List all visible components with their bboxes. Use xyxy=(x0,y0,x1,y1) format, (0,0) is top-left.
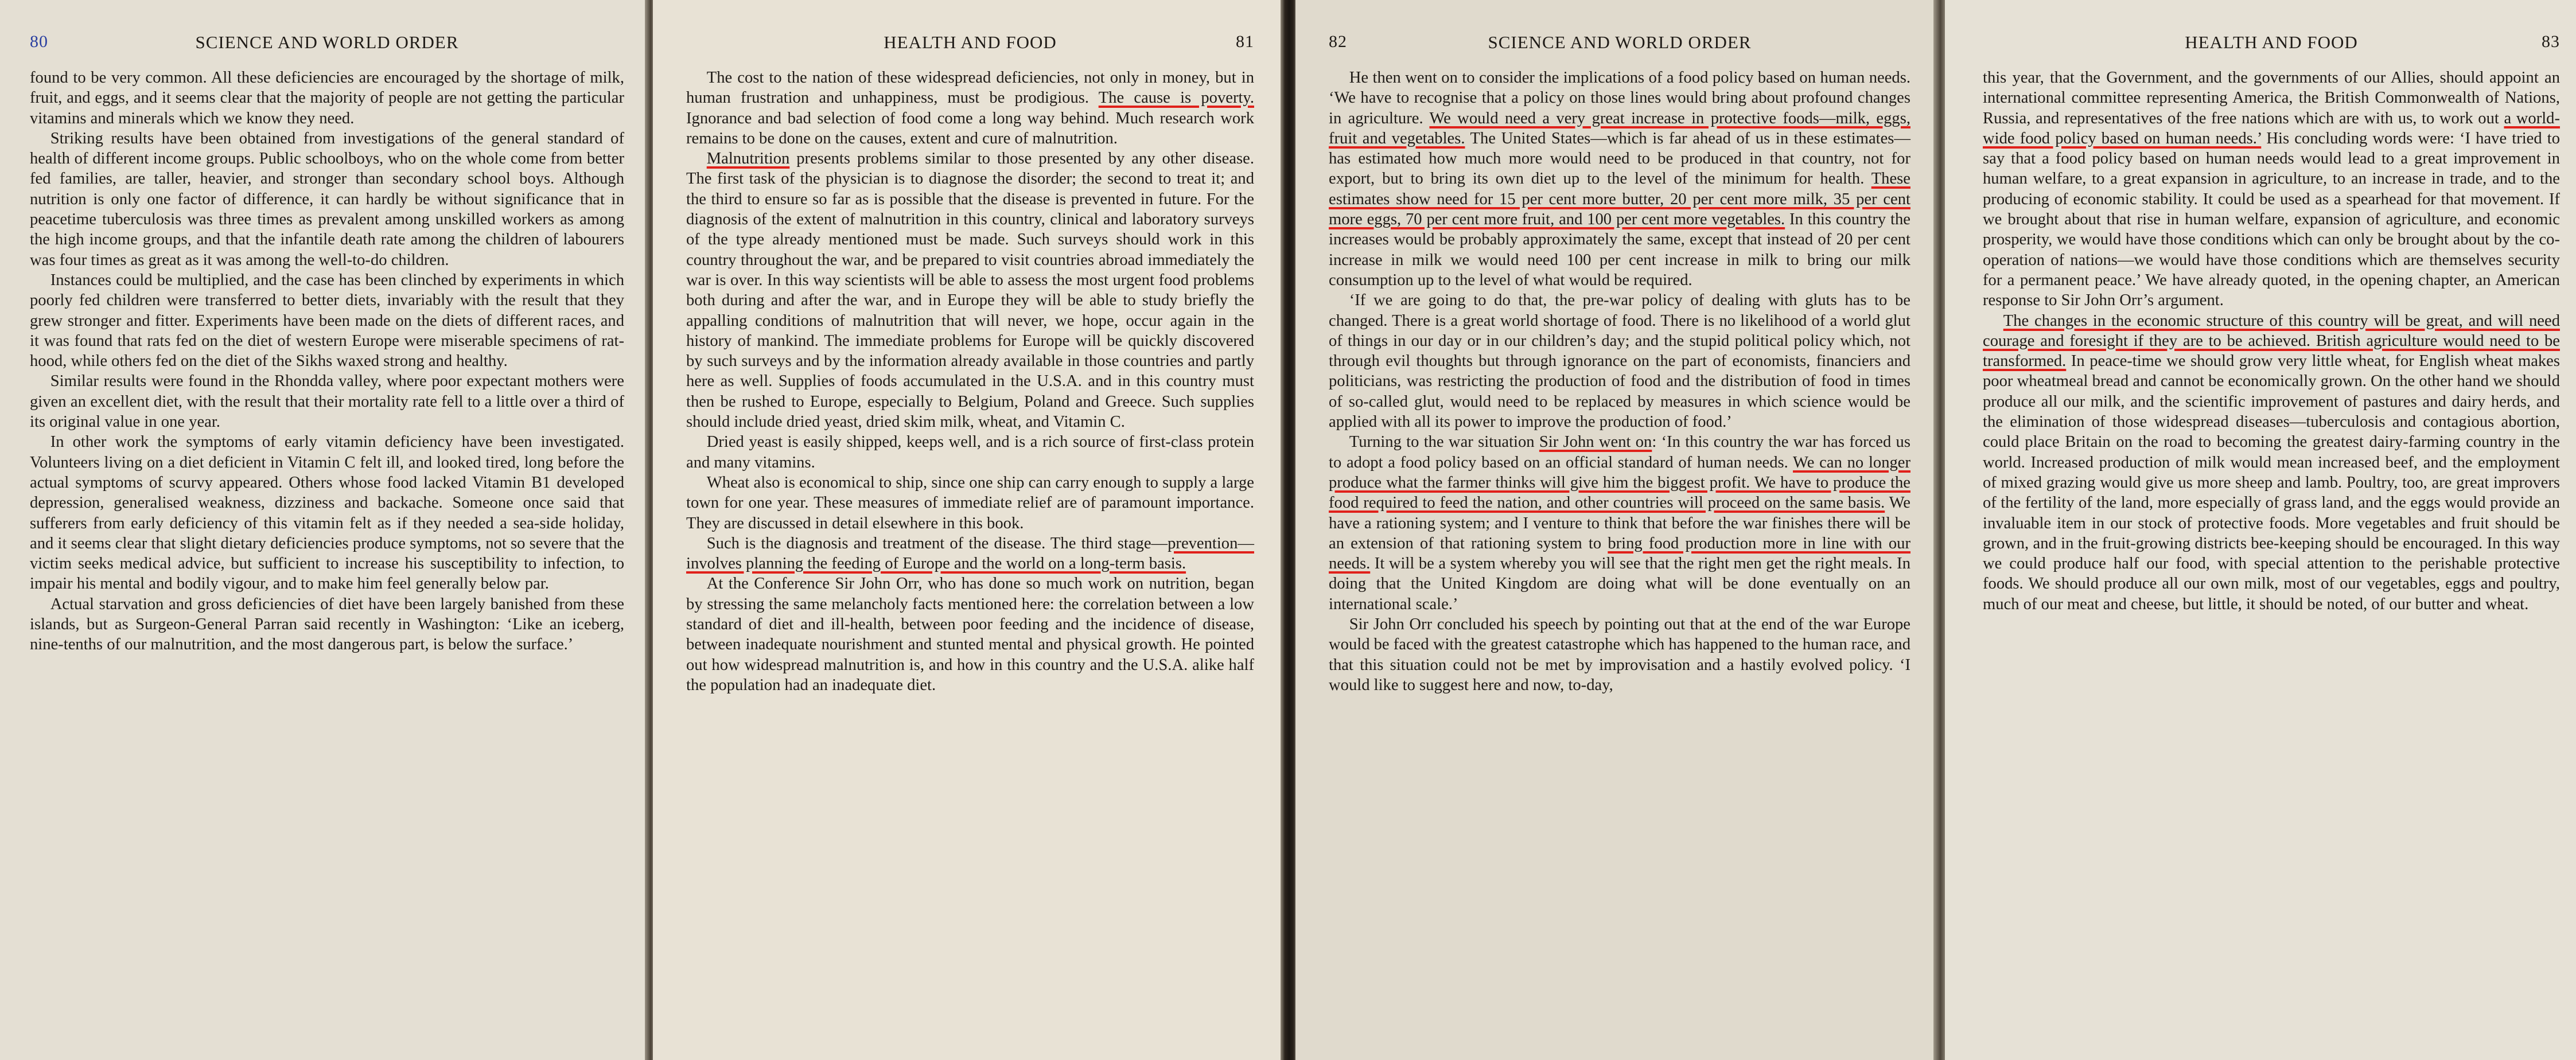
text-run: Ignorance and bad selection of food come a long way behind. Much research work remains to be done on the causes, extent and cure of malnutrition. xyxy=(686,109,1254,147)
text-run: Striking results have been obtained from investigations of the general standard of health of different income groups. Public schoolboys, who on the whole come from better fed families, are taller, heavier, and stronger than secondary school boys. Although nutrition is only one factor of difference, it can hardly be without significance that in peacetime tuberculosis was three times as prevalent among unskilled workers as among the high income groups, and that the infantile death rate among the children of labourers was four times as great as it was among the well-to-do children. xyxy=(30,129,624,269)
text-run: The cost to the nation of these widespread deficiencies, not only in money, but in human frustration and unhappiness, must be prodigious. xyxy=(686,69,1254,107)
paragraph xyxy=(30,371,624,432)
highlighted-text: Malnutrition xyxy=(706,150,790,168)
text-run: presents problems similar to those presented by any other disease. The first task of the physician is to diagnose the disorder; the second to treat it; and the third to ensure so far as is possible that the disease is prevented in future. For the diagnosis of the extent of malnutrition in this country, clinical and laboratory surveys of the type already mentioned must be made. Such surveys should work in this country throughout the war, and be prepared to visit countries abroad immediately the war is over. In this way scientists will be able to assess the most urgent food problems both during and after the war, and in Europe they will be able to study briefly the appalling conditions of malnutrition that will never, we hope, occur again in the history of mankind. The immediate problems for Europe will be quickly discovered by such surveys and by the information already available in those countries and partly here as well. Supplies of foods accumulated in the U.S.A. and in this country must then be rushed to Europe, especially to Belgium, Poland and Greece. Such supplies should include dried yeast, dried skim milk, wheat, and Vitamin C. xyxy=(686,150,1254,431)
text-run: In this country the increases would be probably approximately the same, except that instead of 20 per cent increase in milk we would need 100 per cent increase in milk to bring our milk consumption up to the level of what would be required. xyxy=(1329,211,1910,289)
highlighted-text: The changes in the economic structure of this country will be great, and will need courage and foresight if they are to be achieved. British agriculture would need to be transformed. xyxy=(1983,311,2560,371)
paragraph xyxy=(30,594,624,655)
highlighted-text: prevention—involves planning the feeding of Europe and the world on a long-term basis. xyxy=(686,534,1254,573)
paragraph xyxy=(686,574,1254,695)
text-run: We have a rationing system; and I venture to think that before the war finishes there will be an extension of that rationing system to xyxy=(1329,494,1910,552)
paragraph xyxy=(686,149,1254,432)
paragraph xyxy=(30,128,624,270)
page-body xyxy=(686,68,1254,695)
page-82 xyxy=(1295,0,1937,1060)
page-number: 81 xyxy=(1236,32,1254,51)
page-body xyxy=(1329,68,1910,695)
paragraph xyxy=(30,270,624,371)
paragraph xyxy=(1329,432,1910,614)
paragraph xyxy=(1329,614,1910,695)
text-run: Sir John Orr concluded his speech by pointing out that at the end of the war Europe would be faced with the greatest catastrophe which has happened to the human race, and that this situation could not be met by improvisation and a hastily evolved policy. ‘I would like to suggest here and now, to-day, xyxy=(1329,615,1910,694)
highlighted-text: The cause is poverty. xyxy=(1098,89,1254,107)
paragraph xyxy=(1329,68,1910,290)
text-run: Dried yeast is easily shipped, keeps well, and is a rich source of first-class protein and many vitamins. xyxy=(686,433,1254,471)
running-head: SCIENCE AND WORLD ORDER xyxy=(1488,32,1752,52)
text-run: Such is the diagnosis and treatment of the disease. The third stage— xyxy=(706,534,1168,552)
text-run: : ‘In this country the war has forced us to adopt a food policy based on an official standard of human needs. xyxy=(1329,433,1910,471)
page-body xyxy=(30,68,624,655)
highlighted-text: a world-wide food policy based on human needs.’ xyxy=(1983,109,2561,147)
page-header xyxy=(686,32,1254,55)
page-80 xyxy=(0,0,647,1060)
page-81 xyxy=(653,0,1284,1060)
text-run: In peace-time we should grow very little wheat, for English wheat makes poor wheatmeal bread and cannot be economically grown. On the other hand we should produce all our milk, and the scientific improvement of pastures and dairy herds, and the elimination of those widespread diseases—tuberculosis and contagious abortion, could place Britain on the road to becoming the greatest dairy-farming country in the world. Increased production of milk would mean increased beef, and the employment of mixed grazing would give us more sheep and lamb. Poultry, too, are great improvers of the fertility of the land, more especially of grass land, and the eggs would provide an invaluable item in our stock of protective foods. More vegetables and fruit should be grown, and in the fruit-growing districts bee-keeping should be encouraged. In this way we could produce half our food, with special attention to the perishable protective foods. We should produce all our own milk, most of our vegetables, eggs and poultry, much of our meat and cheese, but little, it should be noted, of our butter and wheat. xyxy=(1983,352,2560,613)
text-run: It will be a system whereby you will see that the right men get the right meals. In doing that the United Kingdom are doing what will be done eventually on an international scale.’ xyxy=(1329,555,1910,613)
running-head: HEALTH AND FOOD xyxy=(884,32,1057,52)
text-run: Turning to the war situation xyxy=(1349,433,1539,451)
text-run: Actual starvation and gross deficiencies of diet have been largely banished from these islands, but as Surgeon-General Parran said recently in Washington: ‘Like an iceberg, nine-tenths of our malnutrition, and the most dangerous part, is below the surface.’ xyxy=(30,595,624,654)
text-run: Similar results were found in the Rhondda valley, where poor expectant mothers were given an excellent diet, with the result that their mortality rate fell to a little over a third of its original value in one year. xyxy=(30,372,624,431)
text-run: Instances could be multiplied, and the case has been clinched by experiments in which poorly fed children were transferred to better diets, invariably with the result that they grew stronger and fitter. Experiments have been made on the diets of different races, and it was found that rats fed on the diet of western Europe were miserable specimens of rat-hood, while others fed on the diet of the Sikhs waxed strong and healthy. xyxy=(30,271,624,371)
paragraph xyxy=(686,432,1254,473)
paragraph xyxy=(1983,311,2560,614)
text-run: He then went on to consider the implications of a food policy based on human needs. ‘We have to recognise that a policy on those lines would bring about profound changes in agriculture. xyxy=(1329,69,1910,127)
highlighted-text: We can no longer produce what the farmer thinks will give him the biggest profit. We have to produce the food required to feed the nation, and other countries will proceed on the same basis. xyxy=(1329,453,1911,512)
paragraph xyxy=(1983,68,2560,311)
text-run: In other work the symptoms of early vitamin deficiency have been investigated. Volunteers living on a diet deficient in Vitamin C felt ill, and looked tired, long before the actual symptoms of scurvy appeared. Others whose food lacked Vitamin B1 developed depression, generalised weakness, dizziness and backache. Someone once said that sufferers from early deficiency of this vitamin felt as if they needed a sea-side holiday, and it seems clear that slight dietary deficiencies produce symptoms, not so severe that the victim seeks medical advice, but sufficient to increase his susceptibility to infection, to impair his mental and bodily vigour, and to make him feel generally below par. xyxy=(30,433,624,593)
paragraph xyxy=(686,473,1254,533)
text-run: found to be very common. All these deficiencies are encouraged by the shortage of milk, fruit, and eggs, and it seems clear that the majority of people are not getting the particular vitamins and minerals which we know they need. xyxy=(30,69,624,127)
page-83 xyxy=(1945,0,2576,1060)
text-run: His concluding words were: ‘I have tried to say that a food policy based on human needs would lead to a great improvement in human welfare, to a great expansion in agriculture, to an increase in trade, and to the producing of economic stability. It could be used as a spearhead for that movement. If we brought about that rise in human welfare, expansion of agriculture, and economic prosperity, we would have those conditions which can only be brought about by the co-operation of nations—we would have those conditions which are themselves security for a permanent peace.’ We have already quoted, in the opening chapter, an American response to Sir John Orr’s argument. xyxy=(1983,129,2560,310)
running-head: HEALTH AND FOOD xyxy=(2185,32,2358,52)
text-run: The United States—which is far ahead of us in these estimates—has estimated how much more would need to be produced in that country, not for export, but to bring its own diet up to the level of the minimum for health. xyxy=(1329,129,1910,188)
text-run: this year, that the Government, and the governments of our Allies, should appoint an international committee representing America, the British Commonwealth of Nations, Russia, and representatives of the free nations which are with us, to work out xyxy=(1983,69,2560,127)
page-body xyxy=(1983,68,2560,614)
highlighted-text: bring food production more in line with our needs. xyxy=(1329,534,1911,573)
page-header xyxy=(1983,32,2560,55)
paragraph xyxy=(30,68,624,128)
text-run: ‘If we are going to do that, the pre-war policy of dealing with gluts has to be changed. There is a great world shortage of food. There is no likelihood of a world glut of things in our day or in our children’s day; and the stupid political policy which, not through evil thoughts but through ignorance on the part of economists, financiers and politicians, was restricting the production of food and the distribution of food in times of so-called glut, would need to be replaced by measures in which science would be applied with all its power to improve the production of food.’ xyxy=(1329,291,1910,431)
paragraph xyxy=(1329,290,1910,432)
text-run: Wheat also is economical to ship, since one ship can carry enough to supply a large town for one year. These measures of immediate relief are of paramount importance. They are discussed in detail elsewhere in this book. xyxy=(686,473,1254,532)
highlighted-text: Sir John went on xyxy=(1539,433,1652,451)
text-run: At the Conference Sir John Orr, who has done so much work on nutrition, began by stressing the same melancholy facts mentioned here: the correlation between a low standard of diet and ill-health, between poor feeding and the incidence of disease, between inadequate nourishment and stunted mental and physical growth. He pointed out how widespread malnutrition is, and how in this country and the U.S.A. alike half the population had an inadequate diet. xyxy=(686,575,1254,694)
page-header xyxy=(1329,32,1910,55)
page-number: 83 xyxy=(2542,32,2560,51)
highlighted-text: We would need a very great increase in protective foods—milk, eggs, fruit and vegetables. xyxy=(1329,109,1910,147)
page-number: 80 xyxy=(30,32,48,51)
page-header xyxy=(30,32,624,55)
running-head: SCIENCE AND WORLD ORDER xyxy=(195,32,459,52)
paragraph xyxy=(30,432,624,594)
paragraph xyxy=(686,68,1254,149)
highlighted-text: These estimates show need for 15 per cent more butter, 20 per cent more milk, 35 per cent more eggs, 70 per cent more fruit, and 100 per cent more vegetables. xyxy=(1329,170,1910,229)
page-number: 82 xyxy=(1329,32,1347,51)
paragraph xyxy=(686,533,1254,574)
